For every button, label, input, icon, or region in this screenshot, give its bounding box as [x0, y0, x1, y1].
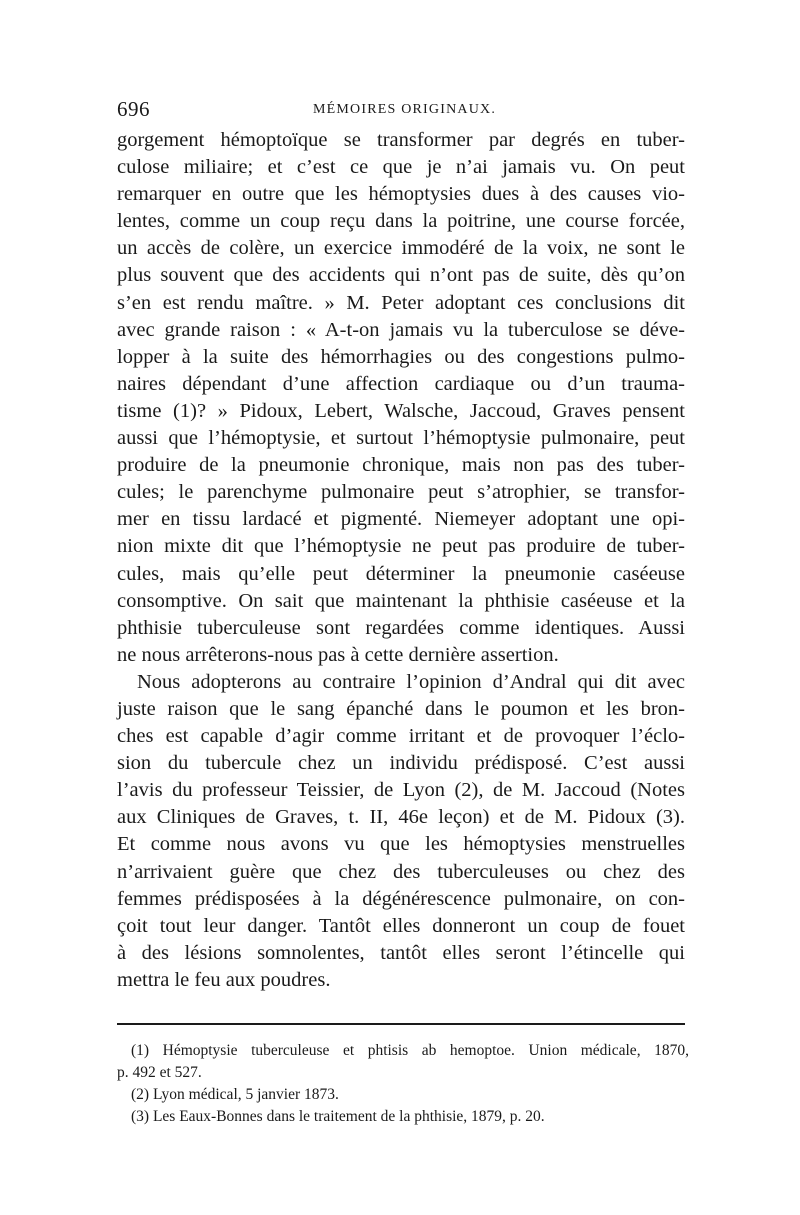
- text-line: aussi que l’hémoptysie, et surtout l’hémoptysie pulmonaire, peut: [117, 427, 685, 450]
- text-line: consomptive. On sait que maintenant la phthisie caséeuse et la: [117, 589, 685, 612]
- paragraph-end-line: mettra le feu aux poudres.: [117, 968, 331, 991]
- text-line: femmes prédisposées à la dégénérescence pulmonaire, on con-: [117, 887, 685, 910]
- footnote-1: (1) Hémoptysie tuberculeuse et phtisis ab hemoptoe. Union médicale, 1870,: [131, 1042, 689, 1059]
- text-line: aux Cliniques de Graves, t. II, 46e leçon) et de M. Pidoux (3).: [117, 806, 685, 829]
- text-line: mer en tissu lardacé et pigmenté. Niemeyer adoptant une opi-: [117, 508, 685, 531]
- text-line: gorgement hémoptoïque se transformer par degrés en tuber-: [117, 129, 685, 151]
- footnote-1-continued: p. 492 et 527.: [117, 1064, 202, 1081]
- text-line: cules, mais qu’elle peut déterminer la pneumonie caséeuse: [117, 562, 685, 585]
- footnote-3: (3) Les Eaux-Bonnes dans le traitement de la phthisie, 1879, p. 20.: [131, 1108, 545, 1125]
- text-line: tisme (1)? » Pidoux, Lebert, Walsche, Jaccoud, Graves pensent: [117, 399, 685, 422]
- page-header: [117, 97, 687, 123]
- text-line: remarquer en outre que les hémoptysies dues à des causes vio-: [117, 183, 685, 206]
- paragraph-start-line: Nous adopterons au contraire l’opinion d’Andral qui dit avec: [137, 670, 685, 693]
- text-line: culose miliaire; et c’est ce que je n’ai jamais vu. On peut: [117, 156, 685, 179]
- text-line: lopper à la suite des hémorrhagies ou des congestions pulmo-: [117, 345, 685, 368]
- text-line: produire de la pneumonie chronique, mais non pas des tuber-: [117, 454, 685, 477]
- text-line: un accès de colère, un exercice immodéré de la voix, ne sont le: [117, 237, 685, 260]
- text-line: à des lésions somnolentes, tantôt elles seront l’étincelle qui: [117, 941, 685, 964]
- page-number: 696: [117, 97, 150, 121]
- footnote-divider: [117, 1023, 685, 1025]
- text-line: lentes, comme un coup reçu dans la poitrine, une course forcée,: [117, 210, 685, 233]
- text-line: ches est capable d’agir comme irritant et de provoquer l’éclo-: [117, 725, 685, 748]
- text-line: Et comme nous avons vu que les hémoptysies menstruelles: [117, 833, 685, 856]
- running-title: MÉMOIRES ORIGINAUX.: [313, 102, 497, 117]
- text-line: s’en est rendu maître. » M. Peter adoptant ces conclusions dit: [117, 291, 685, 314]
- footnotes: [117, 1040, 689, 1128]
- text-line: nion mixte dit que l’hémoptysie ne peut pas produire de tuber-: [117, 535, 685, 558]
- text-line: naires dépendant d’une affection cardiaque ou d’un trauma-: [117, 372, 685, 395]
- text-line: phthisie tuberculeuse sont regardées comme identiques. Aussi: [117, 616, 685, 639]
- text-line: plus souvent que des accidents qui n’ont pas de suite, dès qu’on: [117, 264, 685, 287]
- text-line: cules; le parenchyme pulmonaire peut s’atrophier, se transfor-: [117, 481, 685, 504]
- text-line: sion du tubercule chez un individu prédisposé. C’est aussi: [117, 752, 685, 775]
- text-line: avec grande raison : « A-t-on jamais vu la tuberculose se déve-: [117, 318, 685, 341]
- paragraph-end-line: ne nous arrêterons-nous pas à cette dernière assertion.: [117, 643, 559, 666]
- body-text: [117, 127, 685, 994]
- text-line: l’avis du professeur Teissier, de Lyon (2), de M. Jaccoud (Notes: [117, 779, 685, 802]
- text-line: juste raison que le sang épanché dans le poumon et les bron-: [117, 697, 685, 720]
- text-line: çoit tout leur danger. Tantôt elles donneront un coup de fouet: [117, 914, 685, 937]
- text-line: n’arrivaient guère que chez des tuberculeuses ou chez des: [117, 860, 685, 883]
- footnote-2: (2) Lyon médical, 5 janvier 1873.: [131, 1086, 339, 1103]
